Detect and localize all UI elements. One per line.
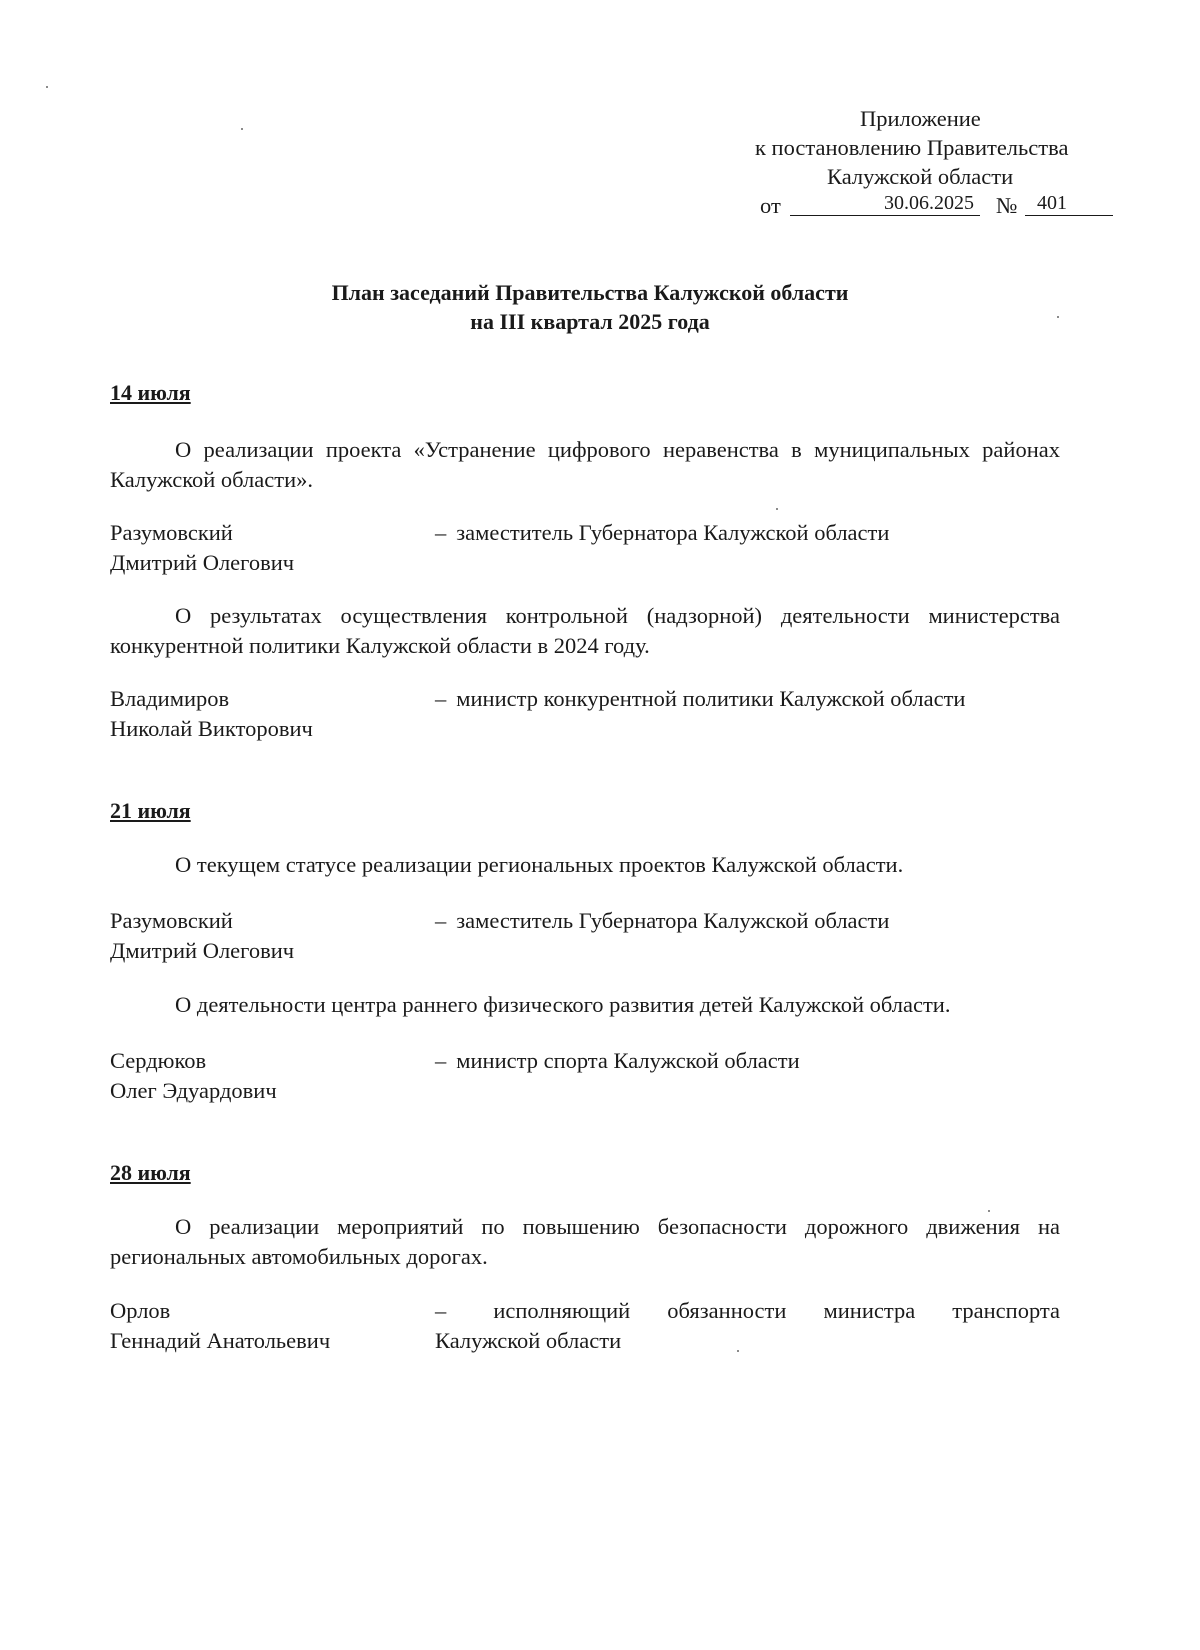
- dash: –: [435, 908, 447, 933]
- speaker-given-name: Геннадий Анатольевич: [110, 1328, 331, 1353]
- section-date: 28 июля: [110, 1160, 191, 1185]
- resolution-date: 30.06.2025: [790, 191, 980, 216]
- position-text-line-2: Калужской области: [435, 1328, 622, 1353]
- dash: –: [435, 686, 447, 711]
- resolution-number: 401: [1025, 191, 1113, 216]
- appendix-date-number: [740, 191, 1140, 221]
- speaker-surname: Орлов: [110, 1298, 171, 1323]
- position-text: заместитель Губернатора Калужской области: [456, 520, 890, 545]
- position-text: министр спорта Калужской области: [456, 1048, 800, 1073]
- speaker-given-name: Николай Викторович: [110, 716, 313, 741]
- speaker-surname: Владимиров: [110, 686, 230, 711]
- title-line-1: План заседаний Правительства Калужской области: [331, 280, 849, 305]
- speaker-position: [435, 906, 1060, 936]
- scan-speck: [46, 86, 48, 88]
- title-line-2: на III квартал 2025 года: [470, 309, 710, 334]
- speaker-name: [110, 684, 430, 744]
- appendix-title: Приложение: [860, 106, 981, 131]
- speaker-given-name: Олег Эдуардович: [110, 1078, 277, 1103]
- document-title: [110, 278, 1070, 336]
- number-label: №: [996, 193, 1018, 218]
- speaker-position: [435, 1046, 1060, 1076]
- dash: –: [435, 520, 447, 545]
- from-label: от: [760, 193, 781, 218]
- section-date: 14 июля: [110, 380, 191, 405]
- position-text: заместитель Губернатора Калужской области: [456, 908, 890, 933]
- speaker-name: [110, 518, 430, 578]
- agenda-item: О деятельности центра раннего физического развития детей Калужской области.: [175, 992, 951, 1017]
- speaker-position: [435, 1296, 1060, 1356]
- speaker-name: [110, 1296, 430, 1356]
- appendix-header: [740, 104, 1140, 221]
- position-text-line-1: исполняющий обязанности министра транспорта: [493, 1298, 1060, 1323]
- agenda-item: О текущем статусе реализации региональных проектов Калужской области.: [175, 852, 904, 877]
- speaker-position: [435, 518, 1060, 548]
- speaker-name: [110, 906, 430, 966]
- agenda-item: О результатах осуществления контрольной (надзорной) деятельности министерства конкурентной политики Калужской области в 2024 году.: [110, 603, 1060, 658]
- speaker-name: [110, 1046, 430, 1106]
- speaker-surname: Разумовский: [110, 908, 233, 933]
- speaker-position: [435, 684, 1060, 714]
- agenda-item: О реализации мероприятий по повышению безопасности дорожного движения на региональных автомобильных дорогах.: [110, 1214, 1060, 1269]
- scan-speck: [776, 508, 778, 510]
- scan-speck: [1057, 316, 1059, 318]
- appendix-resolution: к постановлению Правительства: [755, 135, 1069, 160]
- dash: –: [435, 1298, 447, 1323]
- position-line-1: [435, 1296, 1060, 1326]
- speaker-given-name: Дмитрий Олегович: [110, 938, 295, 963]
- scan-speck: [988, 1210, 990, 1212]
- section-date: 21 июля: [110, 798, 191, 823]
- scan-speck: [737, 1350, 739, 1352]
- speaker-given-name: Дмитрий Олегович: [110, 550, 295, 575]
- dash: –: [435, 1048, 447, 1073]
- position-text: министр конкурентной политики Калужской области: [456, 686, 966, 711]
- speaker-surname: Сердюков: [110, 1048, 207, 1073]
- appendix-region: Калужской области: [827, 164, 1014, 189]
- speaker-surname: Разумовский: [110, 520, 233, 545]
- scan-speck: [241, 128, 243, 130]
- agenda-item: О реализации проекта «Устранение цифрового неравенства в муниципальных районах Калужской области».: [110, 437, 1060, 492]
